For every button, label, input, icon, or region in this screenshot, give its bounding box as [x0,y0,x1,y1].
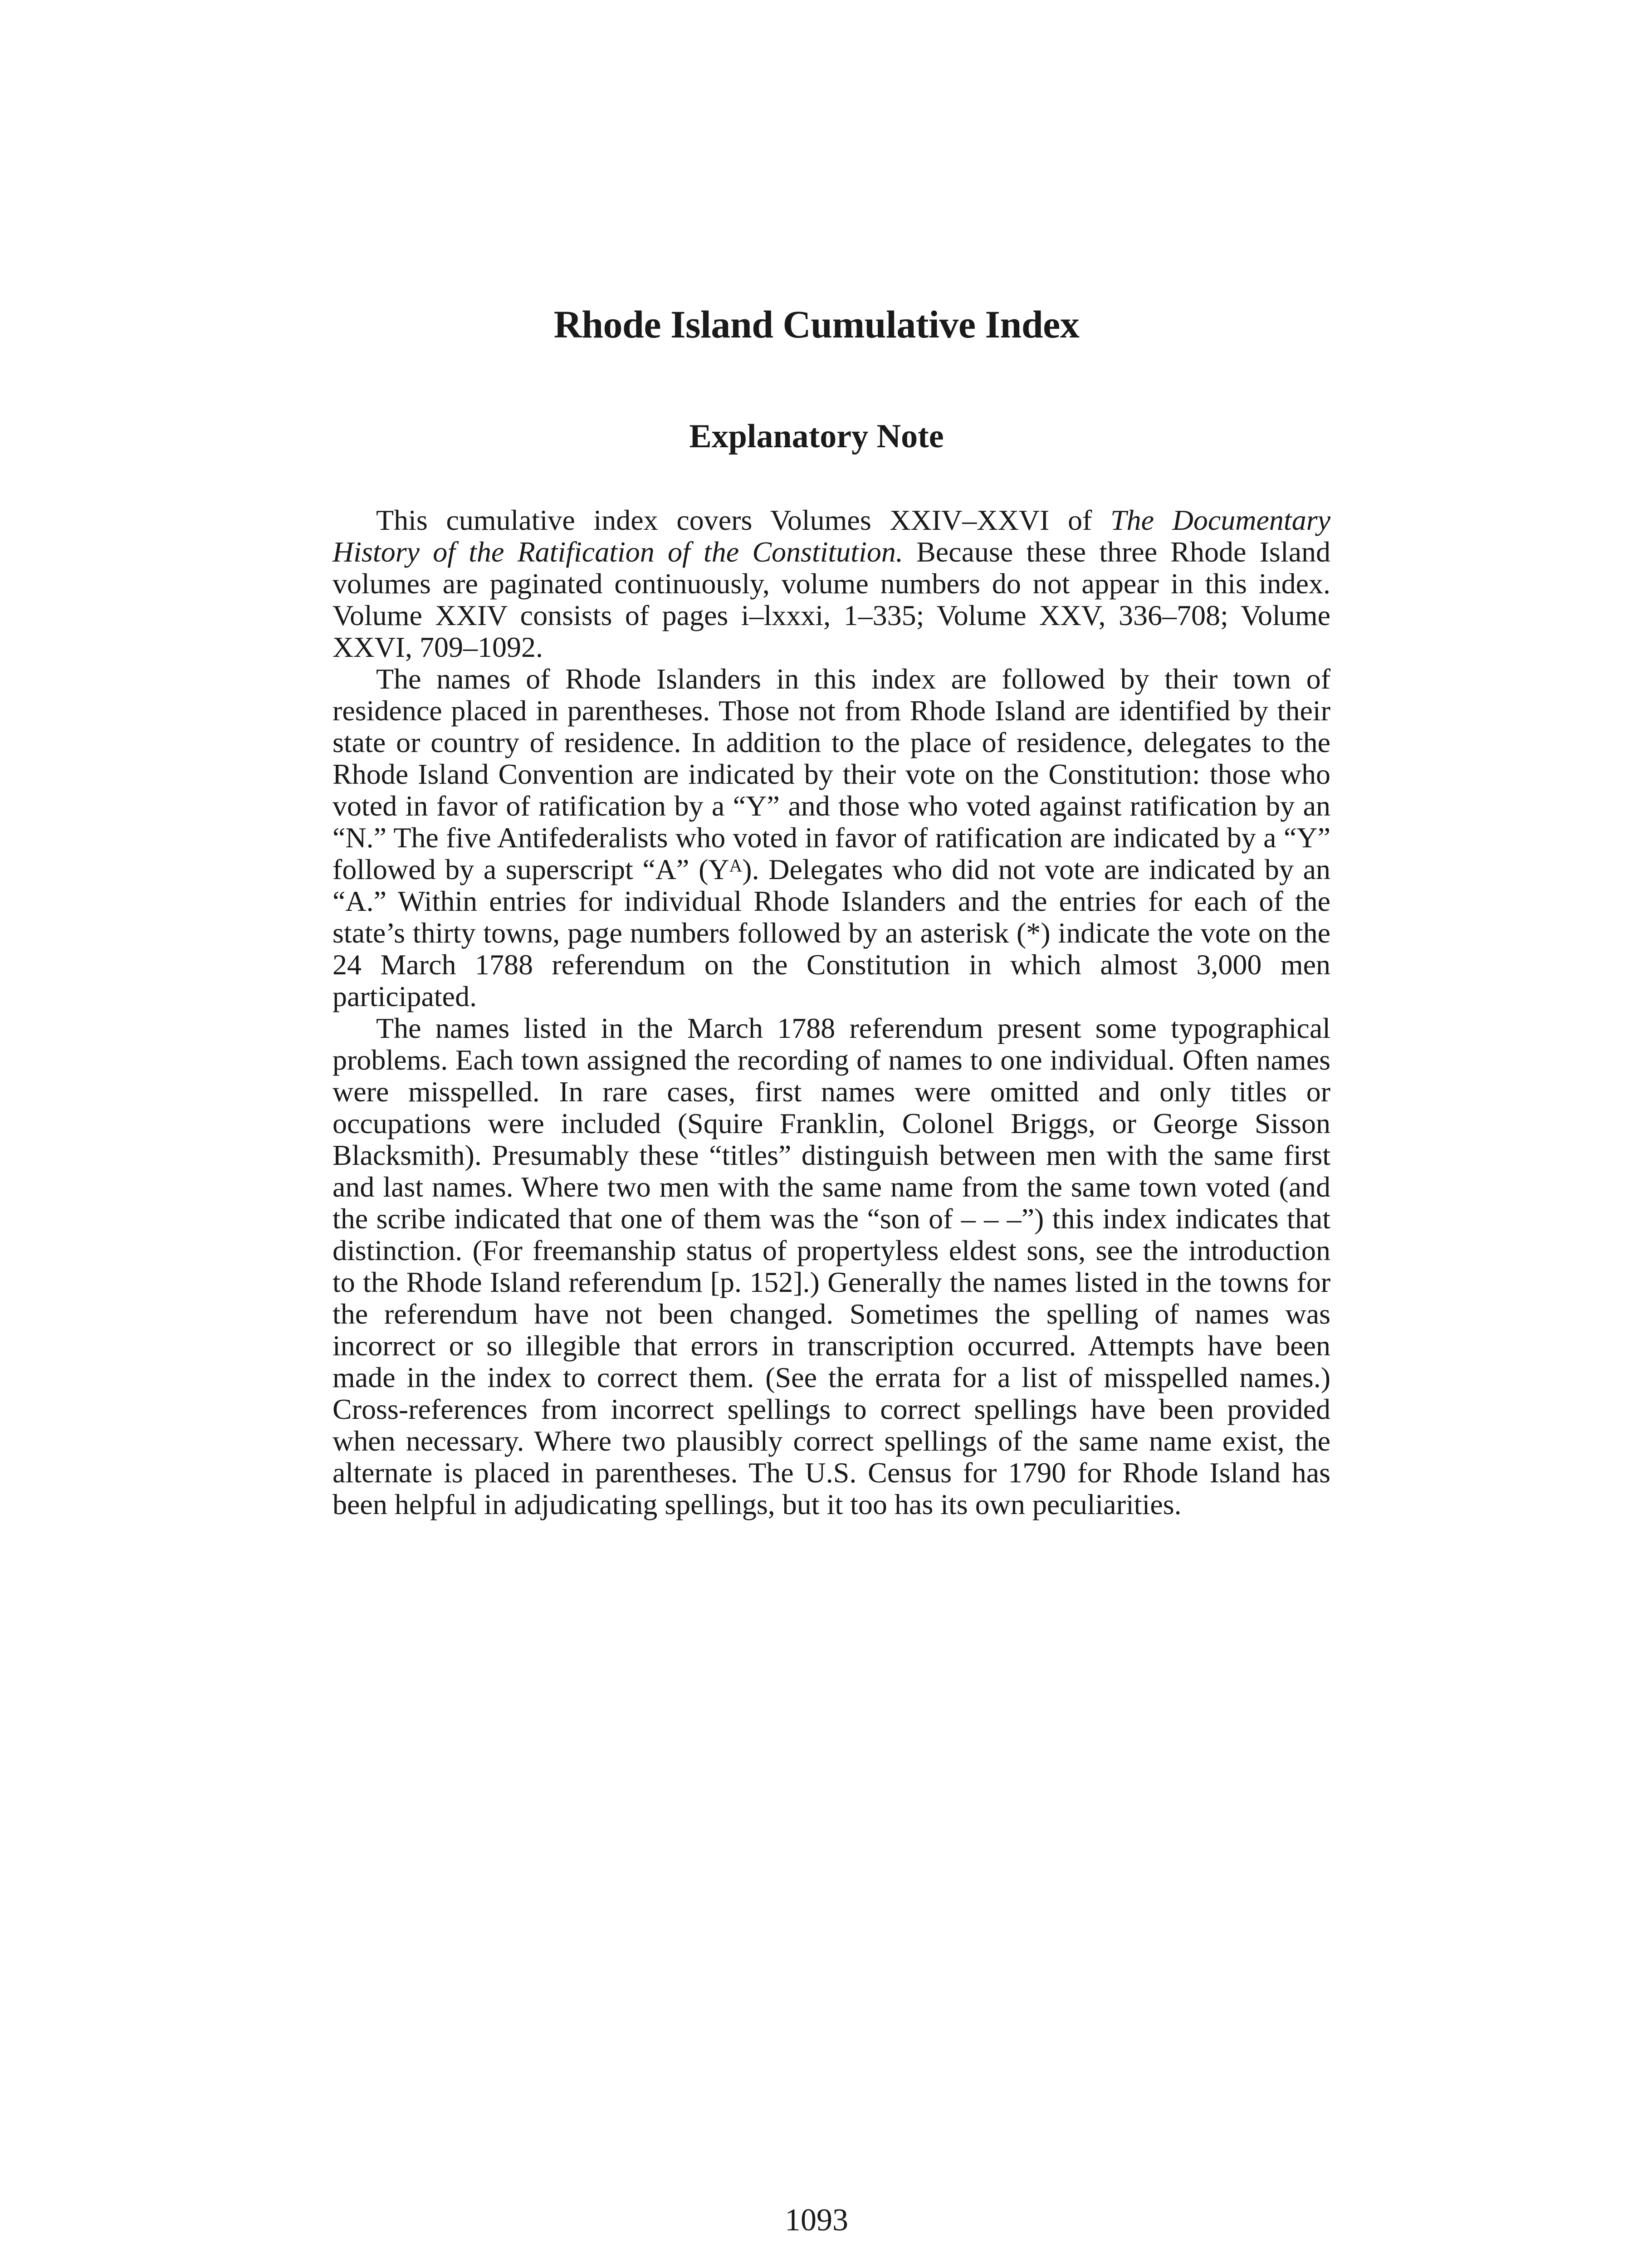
paragraph-2 [332,663,1330,1012]
page-title: Rhode Island Cumulative Index [553,303,1080,346]
paragraph-2-lead: The names of Rhode Islanders in this index are followed by their town of residence placed in parentheses. Those not from Rhode Island are identified by their state or country of residence. In addition to the place of residence, delegates to the Rhode Island Convention are indicated by their vote on the Constitution: those who voted in favor of ratification by a “Y” and those who voted against ratification by an “N.” The five Antifederalists who voted in favor of ratification are indicated by a “Y” followed by a superscript “A” (Y [332,663,1330,885]
explanatory-note-body [332,504,1330,1520]
paragraph-3: The names listed in the March 1788 referendum present some typographical problems. Each town assigned the recording of names to one individual. Often names were misspelled. In rare cases, first names were omitted and only titles or occupations were included (Squire Franklin, Colonel Briggs, or George Sisson Blacksmith). Presumably these “titles” distinguish between men with the same first and last names. Where two men with the same name from the same town voted (and the scribe indicated that one of them was the “son of – – –”) this index indicates that distinction. (For freemanship status of propertyless eldest sons, see the introduction to the Rhode Island referendum [p. 152].) Generally the names listed in the towns for the referendum have not been changed. Sometimes the spelling of names was incorrect or so illegible that errors in transcription occurred. Attempts have been made in the index to correct them. (See the errata for a list of misspelled names.) Cross-references from incorrect spellings to correct spellings have been provided when necessary. Where two plausibly correct spellings of the same name exist, the alternate is placed in parentheses. The U.S. Census for 1790 for Rhode Island has been helpful in adjudicating spellings, but it too has its own peculiarities. [332,1012,1330,1520]
paragraph-1-italic-title: The Documentary History of the Ratification of the Constitution. [332,504,1330,568]
paragraph-1-lead: This cumulative index covers Volumes XXIV–XXVI of [376,504,1110,536]
paragraph-1-tail: Because these three Rhode Island volumes are paginated continuously, volume numbers do not appear in this index. Volume XXIV consists of pages i–lxxxi, 1–335; Volume XXV, 336–708; Volume XXVI, 709–1092. [332,536,1331,663]
page-number: 1093 [785,2203,848,2238]
section-heading: Explanatory Note [689,418,944,455]
paragraph-1 [332,504,1330,663]
paragraph-2-superscript: A [729,855,743,876]
paragraph-2-tail: ). Delegates who did not vote are indicated by an “A.” Within entries for individual Rhode Islanders and the entries for each of the state’s thirty towns, page numbers followed by an asterisk (*) indicate the vote on the 24 March 1788 referendum on the Constitution in which almost 3,000 men participated. [332,853,1331,1012]
